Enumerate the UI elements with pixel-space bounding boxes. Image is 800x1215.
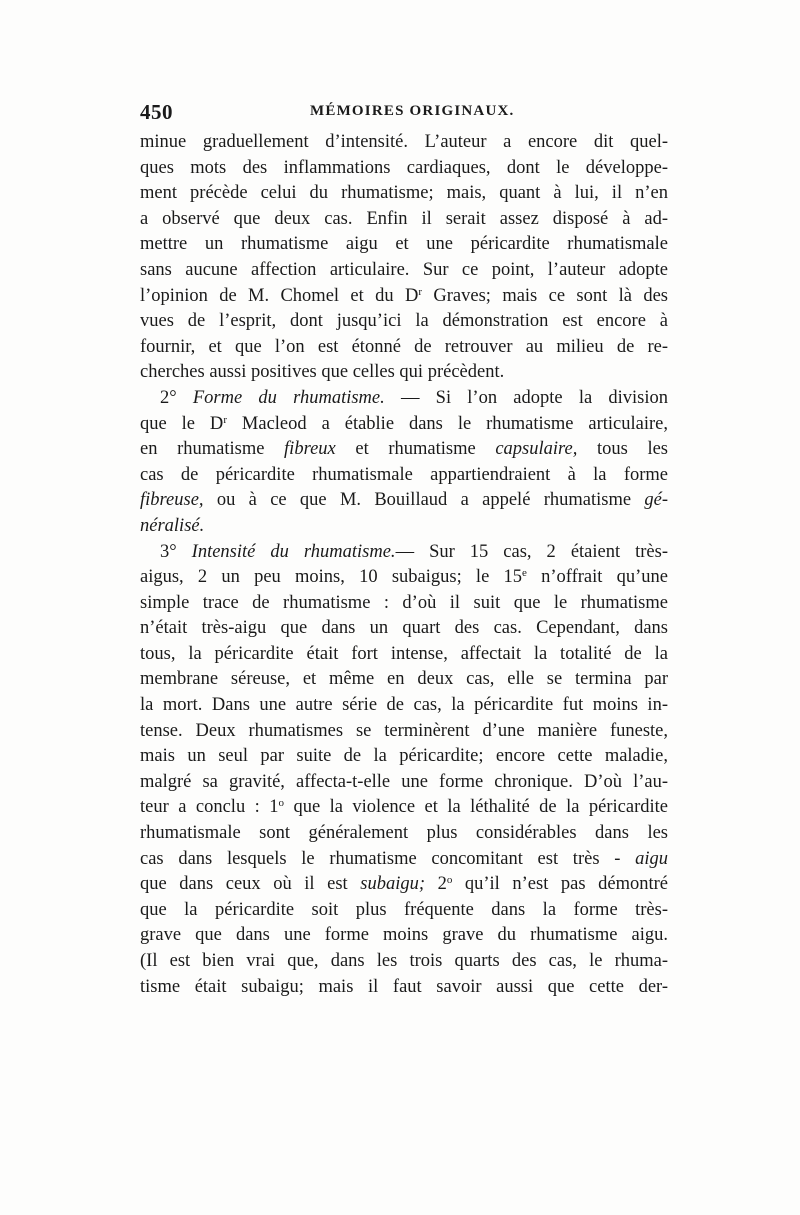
text-line: tisme était subaigu; mais il faut savoir aussi que cette der- <box>140 976 668 997</box>
text-line: n’était très-aigu que dans un quart des cas. Cependant, dans <box>140 618 668 639</box>
text-line: néralisé. <box>140 515 205 536</box>
text-line: la mort. Dans une autre série de cas, la péricardite fut moins in- <box>140 695 668 716</box>
text-line: simple trace de rhumatisme : d’où il suit que le rhumatisme <box>140 592 668 613</box>
text-line: cas de péricardite rhumatismale appartiendraient à la forme <box>140 464 668 485</box>
text-line: que dans ceux où il est subaigu; 2$^o$ qu’il n’est pas démontré <box>140 874 668 895</box>
text-line: aigus, 2 un peu moins, 10 subaigus; le 15e n’offrait qu’une <box>140 567 669 588</box>
section-heading-form: Forme du rhumatisme. <box>192 387 385 408</box>
running-head: MÉMOIRES ORIGINAUX. <box>310 103 515 119</box>
text-line: mettre un rhumatisme aigu et une péricardite rhumatismale <box>140 234 668 255</box>
text-line: cherches aussi positives que celles qui précèdent. <box>140 362 505 383</box>
text-line: tense. Deux rhumatismes se terminèrent d’une manière funeste, <box>140 720 668 741</box>
text-line: que le $D^r$ Macleod a établie dans le rhumatisme articulaire, <box>140 413 668 434</box>
text-line: en rhumatisme fibreux et rhumatisme capsulaire, tous les <box>140 439 669 460</box>
text-line: fournir, et que l’on est étonné de retrouver au milieu de re- <box>140 336 668 357</box>
text-line: (Il est bien vrai que, dans les trois quarts des cas, le rhuma- <box>140 951 668 971</box>
text-line: teur a conclu : 1$^o$ que la violence et la léthalité de la péricardite <box>140 797 668 818</box>
text-line: vues de l’esprit, dont jusqu’ici la démonstration est encore à <box>140 311 668 332</box>
text-line: tous, la péricardite était fort intense, affectait la totalité de la <box>140 643 668 664</box>
text-line: l’opinion de M. Chomel et du $D^r$ Graves; mais ce sont là des <box>140 285 668 306</box>
text-line: que la péricardite soit plus fréquente dans la forme très- <box>140 899 668 920</box>
text-line: ment précède celui du rhumatisme; mais, quant à lui, il n’en <box>140 183 668 204</box>
text-line: malgré sa gravité, affecta-t-elle une forme chronique. D’où l’au- <box>140 771 668 792</box>
text-line: membrane séreuse, et même en deux cas, elle se termina par <box>140 669 668 690</box>
text-line: 3° Intensité du rhumatisme.— Sur 15 cas, 2 étaient très- <box>160 541 669 562</box>
text-line: 2° Forme du rhumatisme. — Si l’on adopte la division <box>160 387 668 408</box>
text-line: sans aucune affection articulaire. Sur ce point, l’auteur adopte <box>140 259 668 280</box>
section-heading-intensity: Intensité du rhumatisme. <box>191 541 396 562</box>
page-header <box>140 100 668 128</box>
page-number: 450 <box>140 100 173 124</box>
body-text <box>140 130 668 1000</box>
text-line: mais un seul par suite de la péricardite; encore cette maladie, <box>140 746 668 767</box>
text-line: rhumatismale sont généralement plus considérables dans les <box>140 823 668 844</box>
text-line: fibreuse, ou à ce que M. Bouillaud a appelé rhumatisme gé- <box>140 490 668 511</box>
text-line: ques mots des inflammations cardiaques, dont le développe- <box>140 157 668 178</box>
text-line: minue graduellement d’intensité. L’auteur a encore dit quel- <box>140 132 668 152</box>
text-line: cas dans lesquels le rhumatisme concomitant est très - aigu <box>140 848 668 869</box>
text-line: a observé que deux cas. Enfin il serait assez disposé à ad- <box>140 208 668 229</box>
text-line: grave que dans une forme moins grave du rhumatisme aigu. <box>140 925 668 946</box>
